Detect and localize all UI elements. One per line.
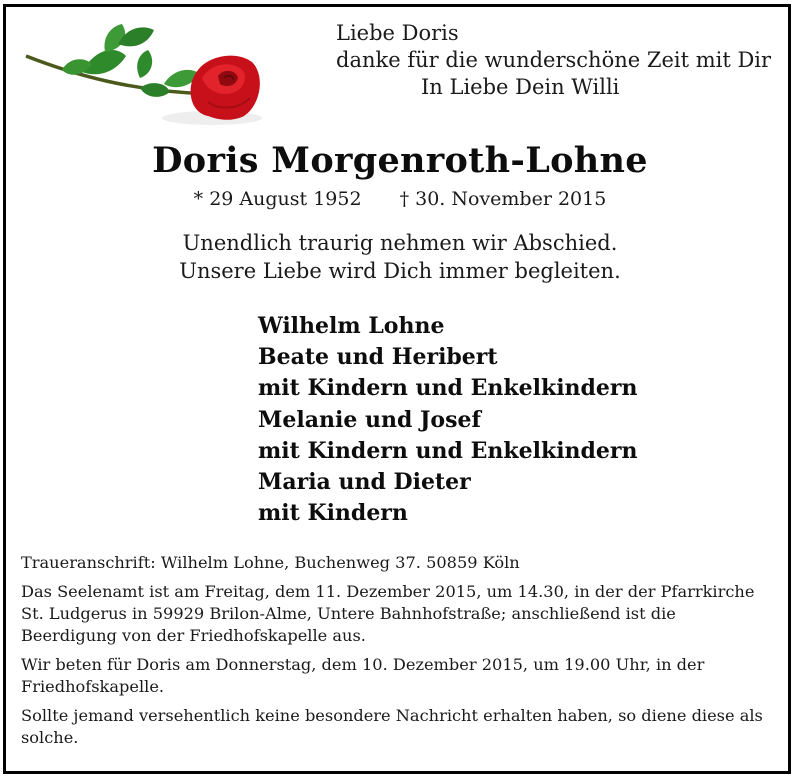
farewell-line-1: Unendlich traurig nehmen wir Abschied.: [182, 231, 618, 255]
disclaimer-notice: Sollte jemand versehentlich keine besondere Nachricht erhalten haben, so diene diese als solche.: [21, 706, 763, 747]
prayer-notice: Wir beten für Doris am Donnerstag, dem 10. Dezember 2015, um 19.00 Uhr, in der Friedhofskapelle.: [21, 655, 705, 696]
funeral-notices: [21, 552, 776, 756]
mourner-line: Maria und Dieter: [258, 469, 471, 496]
birth-date: * 29 August 1952: [193, 188, 362, 210]
dedication-line-3: In Liebe Dein Willi: [421, 75, 620, 99]
mourner-line: mit Kindern und Enkelkindern: [258, 437, 638, 464]
mourner-line: mit Kindern: [258, 500, 408, 527]
dedication-line-2: danke für die wunderschöne Zeit mit Dir: [336, 48, 772, 72]
mourning-address: Traueranschrift: Wilhelm Lohne, Buchenweg 37. 50859 Köln: [21, 553, 520, 572]
mourner-line: Wilhelm Lohne: [258, 313, 445, 339]
mourner-line: mit Kindern und Enkelkindern: [258, 375, 638, 402]
life-dates: [0, 188, 800, 210]
mourners-list: [258, 311, 638, 529]
deceased-name: Doris Morgenroth-Lohne: [152, 140, 648, 181]
mourner-line: Melanie und Josef: [258, 406, 481, 433]
dedication-note: [336, 20, 771, 101]
dedication-line-1: Liebe Doris: [336, 21, 459, 45]
red-rose-image: [22, 22, 267, 132]
mourner-line: Beate und Heribert: [258, 344, 498, 371]
farewell-line-2: Unsere Liebe wird Dich immer begleiten.: [179, 259, 621, 283]
farewell-text: [0, 229, 800, 285]
death-date: † 30. November 2015: [399, 188, 607, 210]
requiem-mass-notice: Das Seelenamt ist am Freitag, dem 11. Dezember 2015, um 14.30, in der der Pfarrkirche St. Ludgerus in 59929 Brilon-Alme, Untere Bahnhofstraße; anschließend ist die Beerdigung von der Friedhofskapelle aus.: [21, 582, 755, 645]
